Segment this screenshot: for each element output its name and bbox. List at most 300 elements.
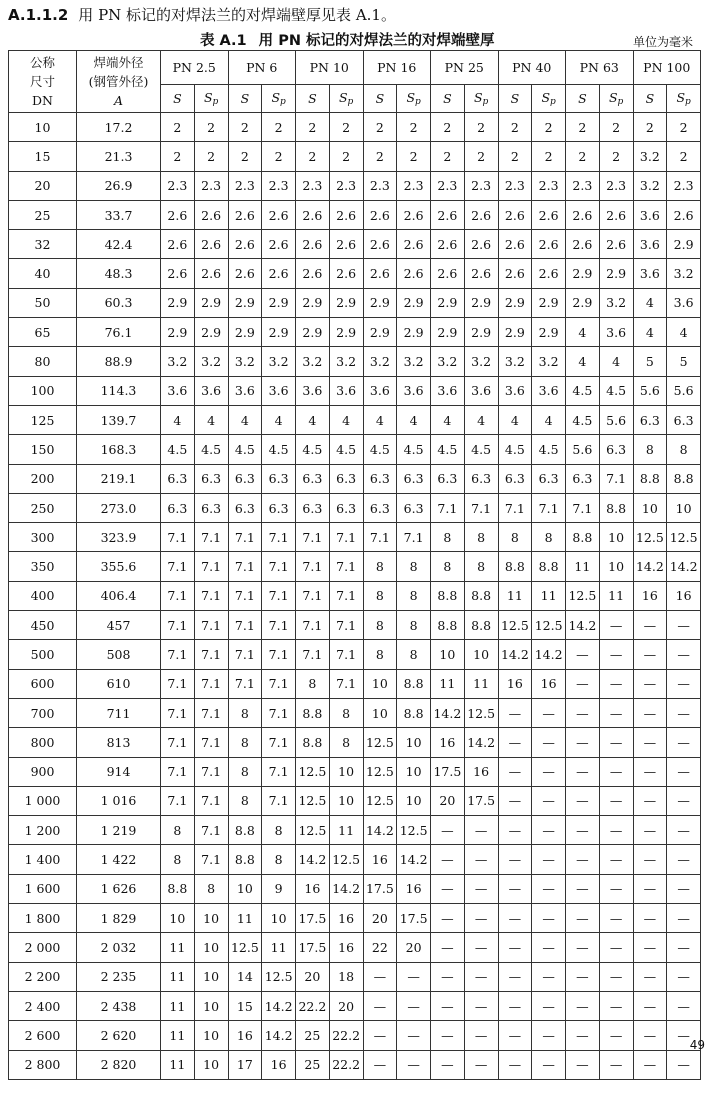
table-row bbox=[9, 816, 701, 845]
header-sp-subscript: p bbox=[415, 97, 421, 107]
cell-thickness: 8 bbox=[296, 669, 330, 698]
cell-thickness: 2.6 bbox=[363, 230, 397, 259]
cell-thickness: 2.9 bbox=[296, 318, 330, 347]
cell-thickness: — bbox=[633, 669, 667, 698]
table-row bbox=[9, 611, 701, 640]
cell-thickness: 7.1 bbox=[532, 493, 566, 522]
cell-thickness: 7.1 bbox=[194, 816, 228, 845]
cell-dn: 65 bbox=[9, 318, 77, 347]
cell-thickness: — bbox=[532, 728, 566, 757]
cell-dn: 300 bbox=[9, 523, 77, 552]
cell-thickness: 10 bbox=[464, 640, 498, 669]
cell-thickness: 10 bbox=[194, 991, 228, 1020]
cell-thickness: 6.3 bbox=[161, 464, 195, 493]
header-pn-25: PN 25 bbox=[431, 51, 499, 85]
cell-thickness: 8 bbox=[363, 581, 397, 610]
cell-thickness: — bbox=[599, 991, 633, 1020]
cell-thickness: — bbox=[667, 669, 701, 698]
cell-thickness: 7.1 bbox=[262, 669, 296, 698]
cell-thickness: — bbox=[498, 962, 532, 991]
cell-thickness: 8 bbox=[363, 640, 397, 669]
cell-thickness: 3.2 bbox=[329, 347, 363, 376]
cell-thickness: — bbox=[667, 904, 701, 933]
cell-thickness: 4.5 bbox=[262, 435, 296, 464]
cell-thickness: — bbox=[532, 991, 566, 1020]
cell-thickness: — bbox=[464, 874, 498, 903]
cell-thickness: 3.6 bbox=[329, 376, 363, 405]
cell-thickness: 12.5 bbox=[363, 757, 397, 786]
cell-thickness: 16 bbox=[464, 757, 498, 786]
cell-thickness: 8.8 bbox=[633, 464, 667, 493]
cell-thickness: 5.6 bbox=[667, 376, 701, 405]
cell-thickness: 2.6 bbox=[464, 200, 498, 229]
header-sp-subscript: p bbox=[347, 97, 354, 107]
cell-outer-diameter: 219.1 bbox=[77, 464, 161, 493]
cell-thickness: — bbox=[599, 845, 633, 874]
cell-thickness: — bbox=[532, 757, 566, 786]
cell-thickness: 15 bbox=[228, 991, 262, 1020]
cell-thickness: 8.8 bbox=[464, 581, 498, 610]
cell-outer-diameter: 168.3 bbox=[77, 435, 161, 464]
cell-thickness: 4.5 bbox=[296, 435, 330, 464]
cell-thickness: 2.3 bbox=[161, 171, 195, 200]
cell-thickness: 3.2 bbox=[599, 288, 633, 317]
table-row bbox=[9, 698, 701, 727]
cell-thickness: 4 bbox=[161, 405, 195, 434]
table-row bbox=[9, 581, 701, 610]
cell-thickness: 3.2 bbox=[397, 347, 431, 376]
cell-thickness: 2.9 bbox=[194, 288, 228, 317]
header-sp-main: S bbox=[473, 90, 483, 105]
cell-thickness: 2.9 bbox=[498, 288, 532, 317]
cell-thickness: 4.5 bbox=[194, 435, 228, 464]
cell-thickness: 2.6 bbox=[329, 200, 363, 229]
cell-thickness: 20 bbox=[363, 904, 397, 933]
cell-thickness: 20 bbox=[431, 786, 465, 815]
cell-thickness: — bbox=[667, 786, 701, 815]
cell-thickness: 2.6 bbox=[464, 259, 498, 288]
cell-dn: 80 bbox=[9, 347, 77, 376]
cell-dn: 32 bbox=[9, 230, 77, 259]
cell-thickness: 2.6 bbox=[161, 259, 195, 288]
cell-thickness: 10 bbox=[194, 962, 228, 991]
cell-thickness: 4.5 bbox=[464, 435, 498, 464]
header-weld-od-line2: (钢管外径) bbox=[88, 74, 149, 89]
cell-thickness: — bbox=[363, 991, 397, 1020]
cell-thickness: 8 bbox=[363, 611, 397, 640]
cell-thickness: 12.5 bbox=[532, 611, 566, 640]
table-row bbox=[9, 933, 701, 962]
cell-thickness: 7.1 bbox=[228, 552, 262, 581]
cell-thickness: 10 bbox=[363, 669, 397, 698]
cell-thickness: — bbox=[599, 669, 633, 698]
cell-thickness: 10 bbox=[329, 757, 363, 786]
cell-thickness: 2.6 bbox=[194, 259, 228, 288]
cell-dn: 40 bbox=[9, 259, 77, 288]
cell-thickness: 11 bbox=[498, 581, 532, 610]
header-row-pn bbox=[9, 51, 701, 85]
cell-thickness: — bbox=[431, 962, 465, 991]
cell-thickness: 2.3 bbox=[262, 171, 296, 200]
cell-thickness: 2.6 bbox=[566, 200, 600, 229]
cell-outer-diameter: 323.9 bbox=[77, 523, 161, 552]
cell-thickness: 10 bbox=[329, 786, 363, 815]
cell-thickness: 2.3 bbox=[363, 171, 397, 200]
cell-dn: 1 800 bbox=[9, 904, 77, 933]
cell-thickness: 17 bbox=[228, 1050, 262, 1079]
cell-thickness: 2.9 bbox=[363, 318, 397, 347]
cell-thickness: 3.6 bbox=[194, 376, 228, 405]
cell-thickness: 2.6 bbox=[498, 259, 532, 288]
cell-thickness: 8.8 bbox=[498, 552, 532, 581]
cell-thickness: 4 bbox=[296, 405, 330, 434]
cell-thickness: — bbox=[633, 904, 667, 933]
cell-thickness: — bbox=[599, 757, 633, 786]
cell-outer-diameter: 2 235 bbox=[77, 962, 161, 991]
cell-thickness: 2 bbox=[599, 142, 633, 171]
cell-thickness: — bbox=[667, 845, 701, 874]
cell-thickness: 7.1 bbox=[194, 757, 228, 786]
cell-thickness: 7.1 bbox=[296, 640, 330, 669]
cell-thickness: 16 bbox=[532, 669, 566, 698]
table-title: 用 PN 标记的对焊法兰的对焊端壁厚 bbox=[258, 33, 495, 49]
cell-outer-diameter: 1 219 bbox=[77, 816, 161, 845]
cell-thickness: 7.1 bbox=[262, 611, 296, 640]
cell-thickness: 16 bbox=[329, 904, 363, 933]
cell-thickness: 10 bbox=[667, 493, 701, 522]
cell-thickness: 2.6 bbox=[296, 230, 330, 259]
cell-outer-diameter: 26.9 bbox=[77, 171, 161, 200]
cell-thickness: 7.1 bbox=[464, 493, 498, 522]
cell-thickness: 10 bbox=[599, 552, 633, 581]
table-row bbox=[9, 728, 701, 757]
cell-thickness: 7.1 bbox=[363, 523, 397, 552]
section-intro bbox=[8, 4, 396, 25]
cell-thickness: — bbox=[464, 991, 498, 1020]
cell-thickness: 7.1 bbox=[161, 669, 195, 698]
cell-thickness: — bbox=[566, 816, 600, 845]
cell-thickness: 2.6 bbox=[397, 200, 431, 229]
cell-thickness: 2.6 bbox=[363, 259, 397, 288]
table-row bbox=[9, 142, 701, 171]
cell-thickness: — bbox=[633, 757, 667, 786]
cell-thickness: 11 bbox=[566, 552, 600, 581]
cell-thickness: 17.5 bbox=[431, 757, 465, 786]
cell-thickness: 2.6 bbox=[431, 200, 465, 229]
cell-thickness: 7.1 bbox=[329, 523, 363, 552]
cell-thickness: — bbox=[464, 962, 498, 991]
cell-thickness: — bbox=[498, 757, 532, 786]
cell-thickness: 3.2 bbox=[464, 347, 498, 376]
header-s: S bbox=[431, 85, 465, 113]
cell-thickness: — bbox=[397, 1021, 431, 1050]
cell-thickness: 8.8 bbox=[228, 845, 262, 874]
cell-thickness: 14.2 bbox=[329, 874, 363, 903]
cell-thickness: — bbox=[599, 698, 633, 727]
cell-thickness: 6.3 bbox=[397, 493, 431, 522]
table-row bbox=[9, 1021, 701, 1050]
header-sp-subscript: p bbox=[617, 97, 624, 107]
cell-thickness: 12.5 bbox=[566, 581, 600, 610]
cell-thickness: 10 bbox=[194, 933, 228, 962]
cell-thickness: — bbox=[431, 816, 465, 845]
cell-thickness: 7.1 bbox=[228, 523, 262, 552]
cell-thickness: 12.5 bbox=[329, 845, 363, 874]
cell-thickness: 10 bbox=[161, 904, 195, 933]
cell-thickness: — bbox=[532, 816, 566, 845]
cell-thickness: 14.2 bbox=[363, 816, 397, 845]
cell-thickness: 11 bbox=[599, 581, 633, 610]
cell-thickness: 4 bbox=[431, 405, 465, 434]
cell-thickness: 2.6 bbox=[363, 200, 397, 229]
cell-thickness: 18 bbox=[329, 962, 363, 991]
cell-thickness: — bbox=[464, 1050, 498, 1079]
header-pn-16: PN 16 bbox=[363, 51, 431, 85]
cell-thickness: 8 bbox=[161, 816, 195, 845]
cell-outer-diameter: 60.3 bbox=[77, 288, 161, 317]
cell-thickness: 7.1 bbox=[262, 523, 296, 552]
table-row bbox=[9, 200, 701, 229]
cell-thickness: 7.1 bbox=[228, 640, 262, 669]
cell-thickness: 2.6 bbox=[667, 200, 701, 229]
cell-thickness: 2.6 bbox=[599, 200, 633, 229]
cell-outer-diameter: 2 820 bbox=[77, 1050, 161, 1079]
cell-thickness: — bbox=[566, 845, 600, 874]
cell-thickness: 8 bbox=[329, 698, 363, 727]
cell-thickness: 14.2 bbox=[532, 640, 566, 669]
cell-thickness: 7.1 bbox=[566, 493, 600, 522]
cell-thickness: 12.5 bbox=[262, 962, 296, 991]
cell-thickness: 20 bbox=[397, 933, 431, 962]
cell-thickness: 2 bbox=[566, 142, 600, 171]
cell-thickness: 11 bbox=[161, 933, 195, 962]
cell-outer-diameter: 48.3 bbox=[77, 259, 161, 288]
cell-outer-diameter: 1 016 bbox=[77, 786, 161, 815]
cell-thickness: — bbox=[667, 611, 701, 640]
cell-thickness: 2 bbox=[363, 113, 397, 142]
cell-thickness: 8.8 bbox=[296, 728, 330, 757]
cell-dn: 250 bbox=[9, 493, 77, 522]
cell-thickness: 10 bbox=[262, 904, 296, 933]
cell-thickness: 6.3 bbox=[363, 493, 397, 522]
cell-thickness: 2.3 bbox=[464, 171, 498, 200]
wall-thickness-table bbox=[8, 50, 701, 1080]
cell-thickness: 2.3 bbox=[599, 171, 633, 200]
cell-thickness: 4.5 bbox=[498, 435, 532, 464]
cell-thickness: 8.8 bbox=[431, 611, 465, 640]
cell-thickness: 3.2 bbox=[296, 347, 330, 376]
cell-thickness: 8.8 bbox=[566, 523, 600, 552]
cell-thickness: 3.6 bbox=[667, 288, 701, 317]
cell-thickness: 8.8 bbox=[228, 816, 262, 845]
cell-thickness: 6.3 bbox=[161, 493, 195, 522]
table-row bbox=[9, 259, 701, 288]
cell-thickness: 6.3 bbox=[194, 464, 228, 493]
cell-thickness: — bbox=[464, 1021, 498, 1050]
cell-thickness: 2.6 bbox=[161, 230, 195, 259]
cell-dn: 2 000 bbox=[9, 933, 77, 962]
cell-thickness: 2.6 bbox=[532, 230, 566, 259]
cell-thickness: — bbox=[633, 640, 667, 669]
header-sp bbox=[397, 85, 431, 113]
cell-thickness: 11 bbox=[161, 1050, 195, 1079]
cell-thickness: 4.5 bbox=[329, 435, 363, 464]
cell-thickness: 11 bbox=[161, 1021, 195, 1050]
cell-thickness: 6.3 bbox=[194, 493, 228, 522]
cell-outer-diameter: 273.0 bbox=[77, 493, 161, 522]
cell-thickness: 7.1 bbox=[194, 552, 228, 581]
cell-thickness: 2.9 bbox=[431, 318, 465, 347]
cell-thickness: 3.6 bbox=[397, 376, 431, 405]
cell-thickness: 2.9 bbox=[532, 288, 566, 317]
cell-dn: 50 bbox=[9, 288, 77, 317]
cell-thickness: 3.2 bbox=[363, 347, 397, 376]
cell-thickness: — bbox=[431, 933, 465, 962]
cell-thickness: 2 bbox=[599, 113, 633, 142]
cell-thickness: 7.1 bbox=[296, 581, 330, 610]
cell-thickness: 7.1 bbox=[161, 581, 195, 610]
cell-thickness: 11 bbox=[228, 904, 262, 933]
cell-thickness: — bbox=[431, 991, 465, 1020]
section-text: 用 PN 标记的对焊法兰的对焊端壁厚见表 A.1。 bbox=[78, 6, 396, 24]
cell-thickness: 12.5 bbox=[363, 786, 397, 815]
cell-thickness: 6.3 bbox=[296, 493, 330, 522]
cell-thickness: — bbox=[498, 698, 532, 727]
cell-thickness: 6.3 bbox=[532, 464, 566, 493]
cell-thickness: 2.6 bbox=[532, 200, 566, 229]
table-body bbox=[9, 113, 701, 1080]
cell-thickness: 14.2 bbox=[262, 1021, 296, 1050]
cell-thickness: 16 bbox=[498, 669, 532, 698]
cell-thickness: 7.1 bbox=[161, 552, 195, 581]
cell-thickness: 16 bbox=[363, 845, 397, 874]
cell-thickness: 3.6 bbox=[228, 376, 262, 405]
cell-dn: 2 600 bbox=[9, 1021, 77, 1050]
table-row bbox=[9, 230, 701, 259]
cell-thickness: 2.6 bbox=[498, 200, 532, 229]
cell-thickness: 2 bbox=[363, 142, 397, 171]
cell-thickness: 2.9 bbox=[262, 318, 296, 347]
cell-thickness: 2.6 bbox=[262, 200, 296, 229]
cell-thickness: 3.2 bbox=[633, 142, 667, 171]
header-sp-main: S bbox=[271, 90, 281, 105]
cell-thickness: 6.3 bbox=[329, 464, 363, 493]
cell-thickness: 4.5 bbox=[566, 405, 600, 434]
cell-thickness: — bbox=[599, 904, 633, 933]
cell-thickness: 16 bbox=[633, 581, 667, 610]
cell-outer-diameter: 33.7 bbox=[77, 200, 161, 229]
header-sp bbox=[599, 85, 633, 113]
cell-thickness: — bbox=[498, 786, 532, 815]
cell-thickness: 12.5 bbox=[397, 816, 431, 845]
header-sp bbox=[329, 85, 363, 113]
cell-thickness: 14.2 bbox=[498, 640, 532, 669]
cell-thickness: — bbox=[566, 728, 600, 757]
cell-thickness: — bbox=[599, 874, 633, 903]
cell-dn: 1 200 bbox=[9, 816, 77, 845]
cell-thickness: — bbox=[566, 1021, 600, 1050]
cell-thickness: 16 bbox=[296, 874, 330, 903]
cell-thickness: 8 bbox=[228, 698, 262, 727]
cell-dn: 350 bbox=[9, 552, 77, 581]
cell-thickness: 7.1 bbox=[296, 523, 330, 552]
cell-thickness: 7.1 bbox=[161, 786, 195, 815]
header-pn-63: PN 63 bbox=[566, 51, 634, 85]
cell-thickness: 2 bbox=[228, 113, 262, 142]
cell-thickness: — bbox=[532, 786, 566, 815]
cell-thickness: 7.1 bbox=[161, 611, 195, 640]
cell-thickness: — bbox=[431, 904, 465, 933]
cell-thickness: — bbox=[464, 933, 498, 962]
table-row bbox=[9, 786, 701, 815]
cell-thickness: — bbox=[431, 1021, 465, 1050]
header-sp bbox=[262, 85, 296, 113]
cell-thickness: 11 bbox=[431, 669, 465, 698]
cell-thickness: — bbox=[633, 1021, 667, 1050]
cell-thickness: 2.9 bbox=[329, 318, 363, 347]
cell-thickness: 12.5 bbox=[667, 523, 701, 552]
header-pn-40: PN 40 bbox=[498, 51, 566, 85]
cell-thickness: 7.1 bbox=[262, 786, 296, 815]
cell-thickness: — bbox=[431, 1050, 465, 1079]
cell-dn: 2 200 bbox=[9, 962, 77, 991]
cell-thickness: 3.2 bbox=[262, 347, 296, 376]
cell-thickness: — bbox=[498, 728, 532, 757]
cell-thickness: 2.9 bbox=[161, 318, 195, 347]
cell-thickness: 7.1 bbox=[262, 698, 296, 727]
cell-thickness: — bbox=[498, 816, 532, 845]
table-caption bbox=[200, 29, 495, 50]
cell-thickness: 8 bbox=[397, 581, 431, 610]
cell-thickness: 7.1 bbox=[228, 669, 262, 698]
cell-thickness: 2.9 bbox=[397, 288, 431, 317]
cell-thickness: 6.3 bbox=[363, 464, 397, 493]
cell-thickness: 4 bbox=[262, 405, 296, 434]
cell-thickness: — bbox=[667, 991, 701, 1020]
cell-thickness: 2.3 bbox=[329, 171, 363, 200]
cell-thickness: 6.3 bbox=[667, 405, 701, 434]
cell-thickness: 8 bbox=[464, 523, 498, 552]
header-pn-100: PN 100 bbox=[633, 51, 701, 85]
cell-thickness: 16 bbox=[228, 1021, 262, 1050]
cell-thickness: 11 bbox=[161, 991, 195, 1020]
cell-thickness: 8.8 bbox=[532, 552, 566, 581]
cell-thickness: 17.5 bbox=[363, 874, 397, 903]
cell-thickness: — bbox=[667, 1050, 701, 1079]
header-sp bbox=[532, 85, 566, 113]
cell-dn: 2 800 bbox=[9, 1050, 77, 1079]
cell-thickness: 5.6 bbox=[566, 435, 600, 464]
cell-thickness: 25 bbox=[296, 1021, 330, 1050]
cell-dn: 1 000 bbox=[9, 786, 77, 815]
cell-thickness: 7.1 bbox=[262, 640, 296, 669]
cell-outer-diameter: 610 bbox=[77, 669, 161, 698]
header-s: S bbox=[296, 85, 330, 113]
cell-thickness: 8 bbox=[431, 523, 465, 552]
header-sp-subscript: p bbox=[685, 97, 691, 107]
cell-thickness: 4 bbox=[566, 347, 600, 376]
cell-thickness: 22.2 bbox=[329, 1021, 363, 1050]
header-sp-subscript: p bbox=[280, 97, 286, 107]
cell-thickness: 16 bbox=[667, 581, 701, 610]
cell-thickness: 14.2 bbox=[262, 991, 296, 1020]
cell-thickness: — bbox=[532, 698, 566, 727]
cell-thickness: 2.6 bbox=[194, 200, 228, 229]
cell-thickness: 2.9 bbox=[161, 288, 195, 317]
table-row bbox=[9, 493, 701, 522]
cell-thickness: 4.5 bbox=[363, 435, 397, 464]
cell-thickness: 6.3 bbox=[498, 464, 532, 493]
